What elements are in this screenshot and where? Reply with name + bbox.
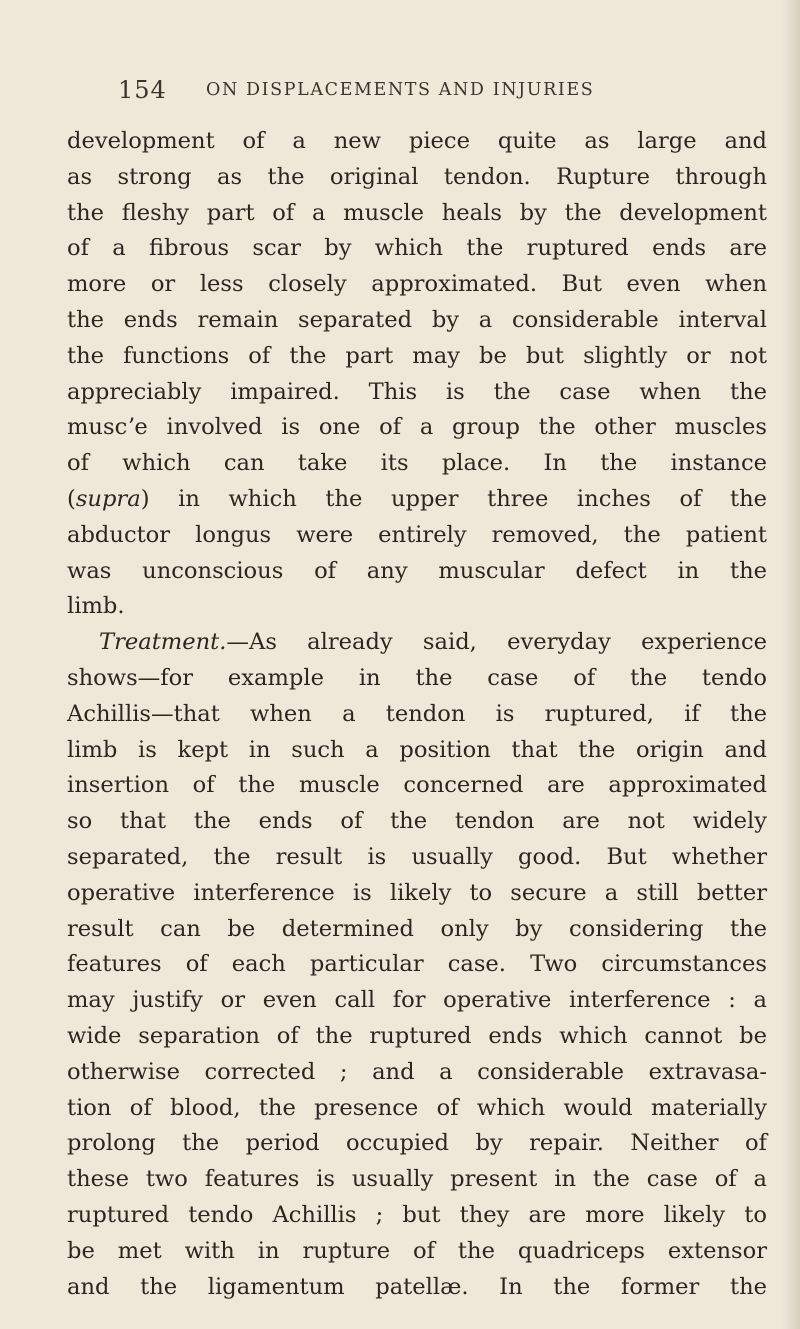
text-line: limb. (67, 593, 125, 620)
text-line: result can be determined only by considering the (67, 915, 767, 942)
text-line: of which can take its place. In the instance (67, 450, 767, 477)
text-line: more or less closely approximated. But even when (67, 271, 767, 298)
text-line: appreciably impaired. This is the case when the (67, 378, 767, 405)
text-line: Achillis—that when a tendon is ruptured, if the (67, 700, 767, 727)
line-text-after: ) in which the upper three inches of the (140, 485, 767, 512)
text-line: features of each particular case. Two circumstances (67, 951, 767, 978)
text-line: development of a new piece quite as large and (67, 128, 767, 154)
text-line: as strong as the original tendon. Rupture through (67, 163, 767, 190)
text-line: tion of blood, the presence of which would materially (67, 1094, 767, 1121)
text-line: insertion of the muscle concerned are approximated (67, 772, 767, 799)
text-line: muscʼe involved is one of a group the other muscles (67, 414, 767, 441)
italic-term: Treatment. (99, 629, 227, 656)
text-line: the ends remain separated by a considerable interval (67, 306, 767, 333)
text-line: otherwise corrected ; and a considerable extravasa- (67, 1058, 767, 1085)
text-line: of a fibrous scar by which the ruptured ends are (67, 235, 767, 262)
italic-term: supra (75, 485, 141, 512)
text-line: ruptured tendo Achillis ; but they are more likely to (67, 1201, 767, 1228)
text-line-supra (67, 482, 767, 518)
text-line: be met with in rupture of the quadriceps extensor (67, 1237, 767, 1264)
running-head (118, 76, 758, 106)
page-number: 154 (118, 76, 167, 104)
page-edge-shadow (782, 0, 800, 1329)
text-line: prolong the period occupied by repair. Neither of (67, 1130, 767, 1157)
text-line: operative interference is likely to secure a still better (67, 879, 767, 906)
text-line: these two features is usually present in the case of a (67, 1166, 767, 1193)
line-text-before: ( (67, 485, 76, 512)
text-line: limb is kept in such a position that the origin and (67, 736, 767, 763)
text-line: the functions of the part may be but slightly or not (67, 342, 767, 369)
line-text-after: —As already said, everyday experience (226, 629, 767, 656)
text-line: was unconscious of any muscular defect in the (67, 557, 767, 584)
text-line: shows—for example in the case of the tendo (67, 664, 767, 691)
running-head-title: ON DISPLACEMENTS AND INJURIES (206, 80, 595, 100)
body-text (67, 124, 767, 1305)
text-line: and the ligamentum patellæ. In the former the (67, 1273, 767, 1300)
text-line: so that the ends of the tendon are not widely (67, 808, 767, 835)
text-line: the fleshy part of a muscle heals by the development (67, 199, 767, 226)
text-line: abductor longus were entirely removed, the patient (67, 521, 767, 548)
text-line: separated, the result is usually good. But whether (67, 843, 767, 870)
text-line: wide separation of the ruptured ends which cannot be (67, 1022, 767, 1049)
text-line: may justify or even call for operative interference : a (67, 987, 767, 1014)
text-line-treatment (67, 625, 767, 661)
